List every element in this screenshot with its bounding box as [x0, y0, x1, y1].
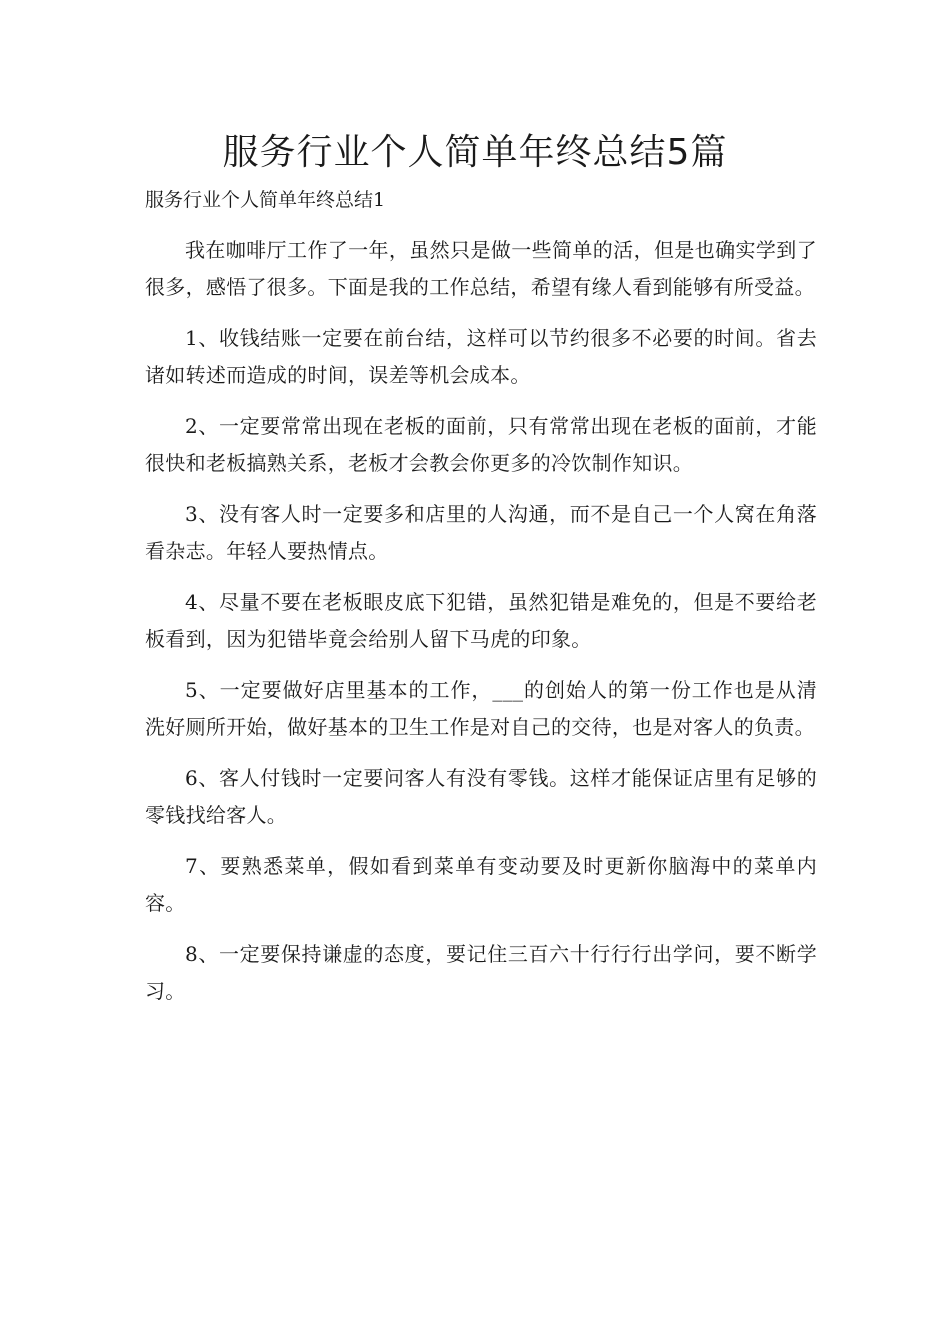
paragraph-item-1: 1、收钱结账一定要在前台结，这样可以节约很多不必要的时间。省去诸如转述而造成的时间，误差等机会成本。: [145, 326, 817, 387]
paragraph-item-7: 7、要熟悉菜单，假如看到菜单有变动要及时更新你脑海中的菜单内容。: [145, 854, 817, 915]
paragraph-intro: 我在咖啡厅工作了一年，虽然只是做一些简单的活，但是也确实学到了很多，感悟了很多。下面是我的工作总结，希望有缘人看到能够有所受益。: [145, 238, 817, 299]
paragraph-item-4: 4、尽量不要在老板眼皮底下犯错，虽然犯错是难免的，但是不要给老板看到，因为犯错毕竟会给别人留下马虎的印象。: [145, 590, 817, 651]
paragraph-item-6: 6、客人付钱时一定要问客人有没有零钱。这样才能保证店里有足够的零钱找给客人。: [145, 766, 817, 827]
section-heading: 服务行业个人简单年终总结1: [145, 189, 386, 211]
document-body: [145, 232, 817, 1024]
paragraph-item-8: 8、一定要保持谦虚的态度，要记住三百六十行行行出学问，要不断学习。: [145, 942, 817, 1003]
paragraph-item-2: 2、一定要常常出现在老板的面前，只有常常出现在老板的面前，才能很快和老板搞熟关系，老板才会教会你更多的冷饮制作知识。: [145, 414, 817, 475]
paragraph-item-5: 5、一定要做好店里基本的工作，___的创始人的第一份工作也是从清洗好厕所开始，做好基本的卫生工作是对自己的交待，也是对客人的负责。: [145, 678, 817, 739]
document-title: 服务行业个人简单年终总结5篇: [222, 132, 728, 173]
paragraph-item-3: 3、没有客人时一定要多和店里的人沟通，而不是自己一个人窝在角落看杂志。年轻人要热情点。: [145, 502, 817, 563]
